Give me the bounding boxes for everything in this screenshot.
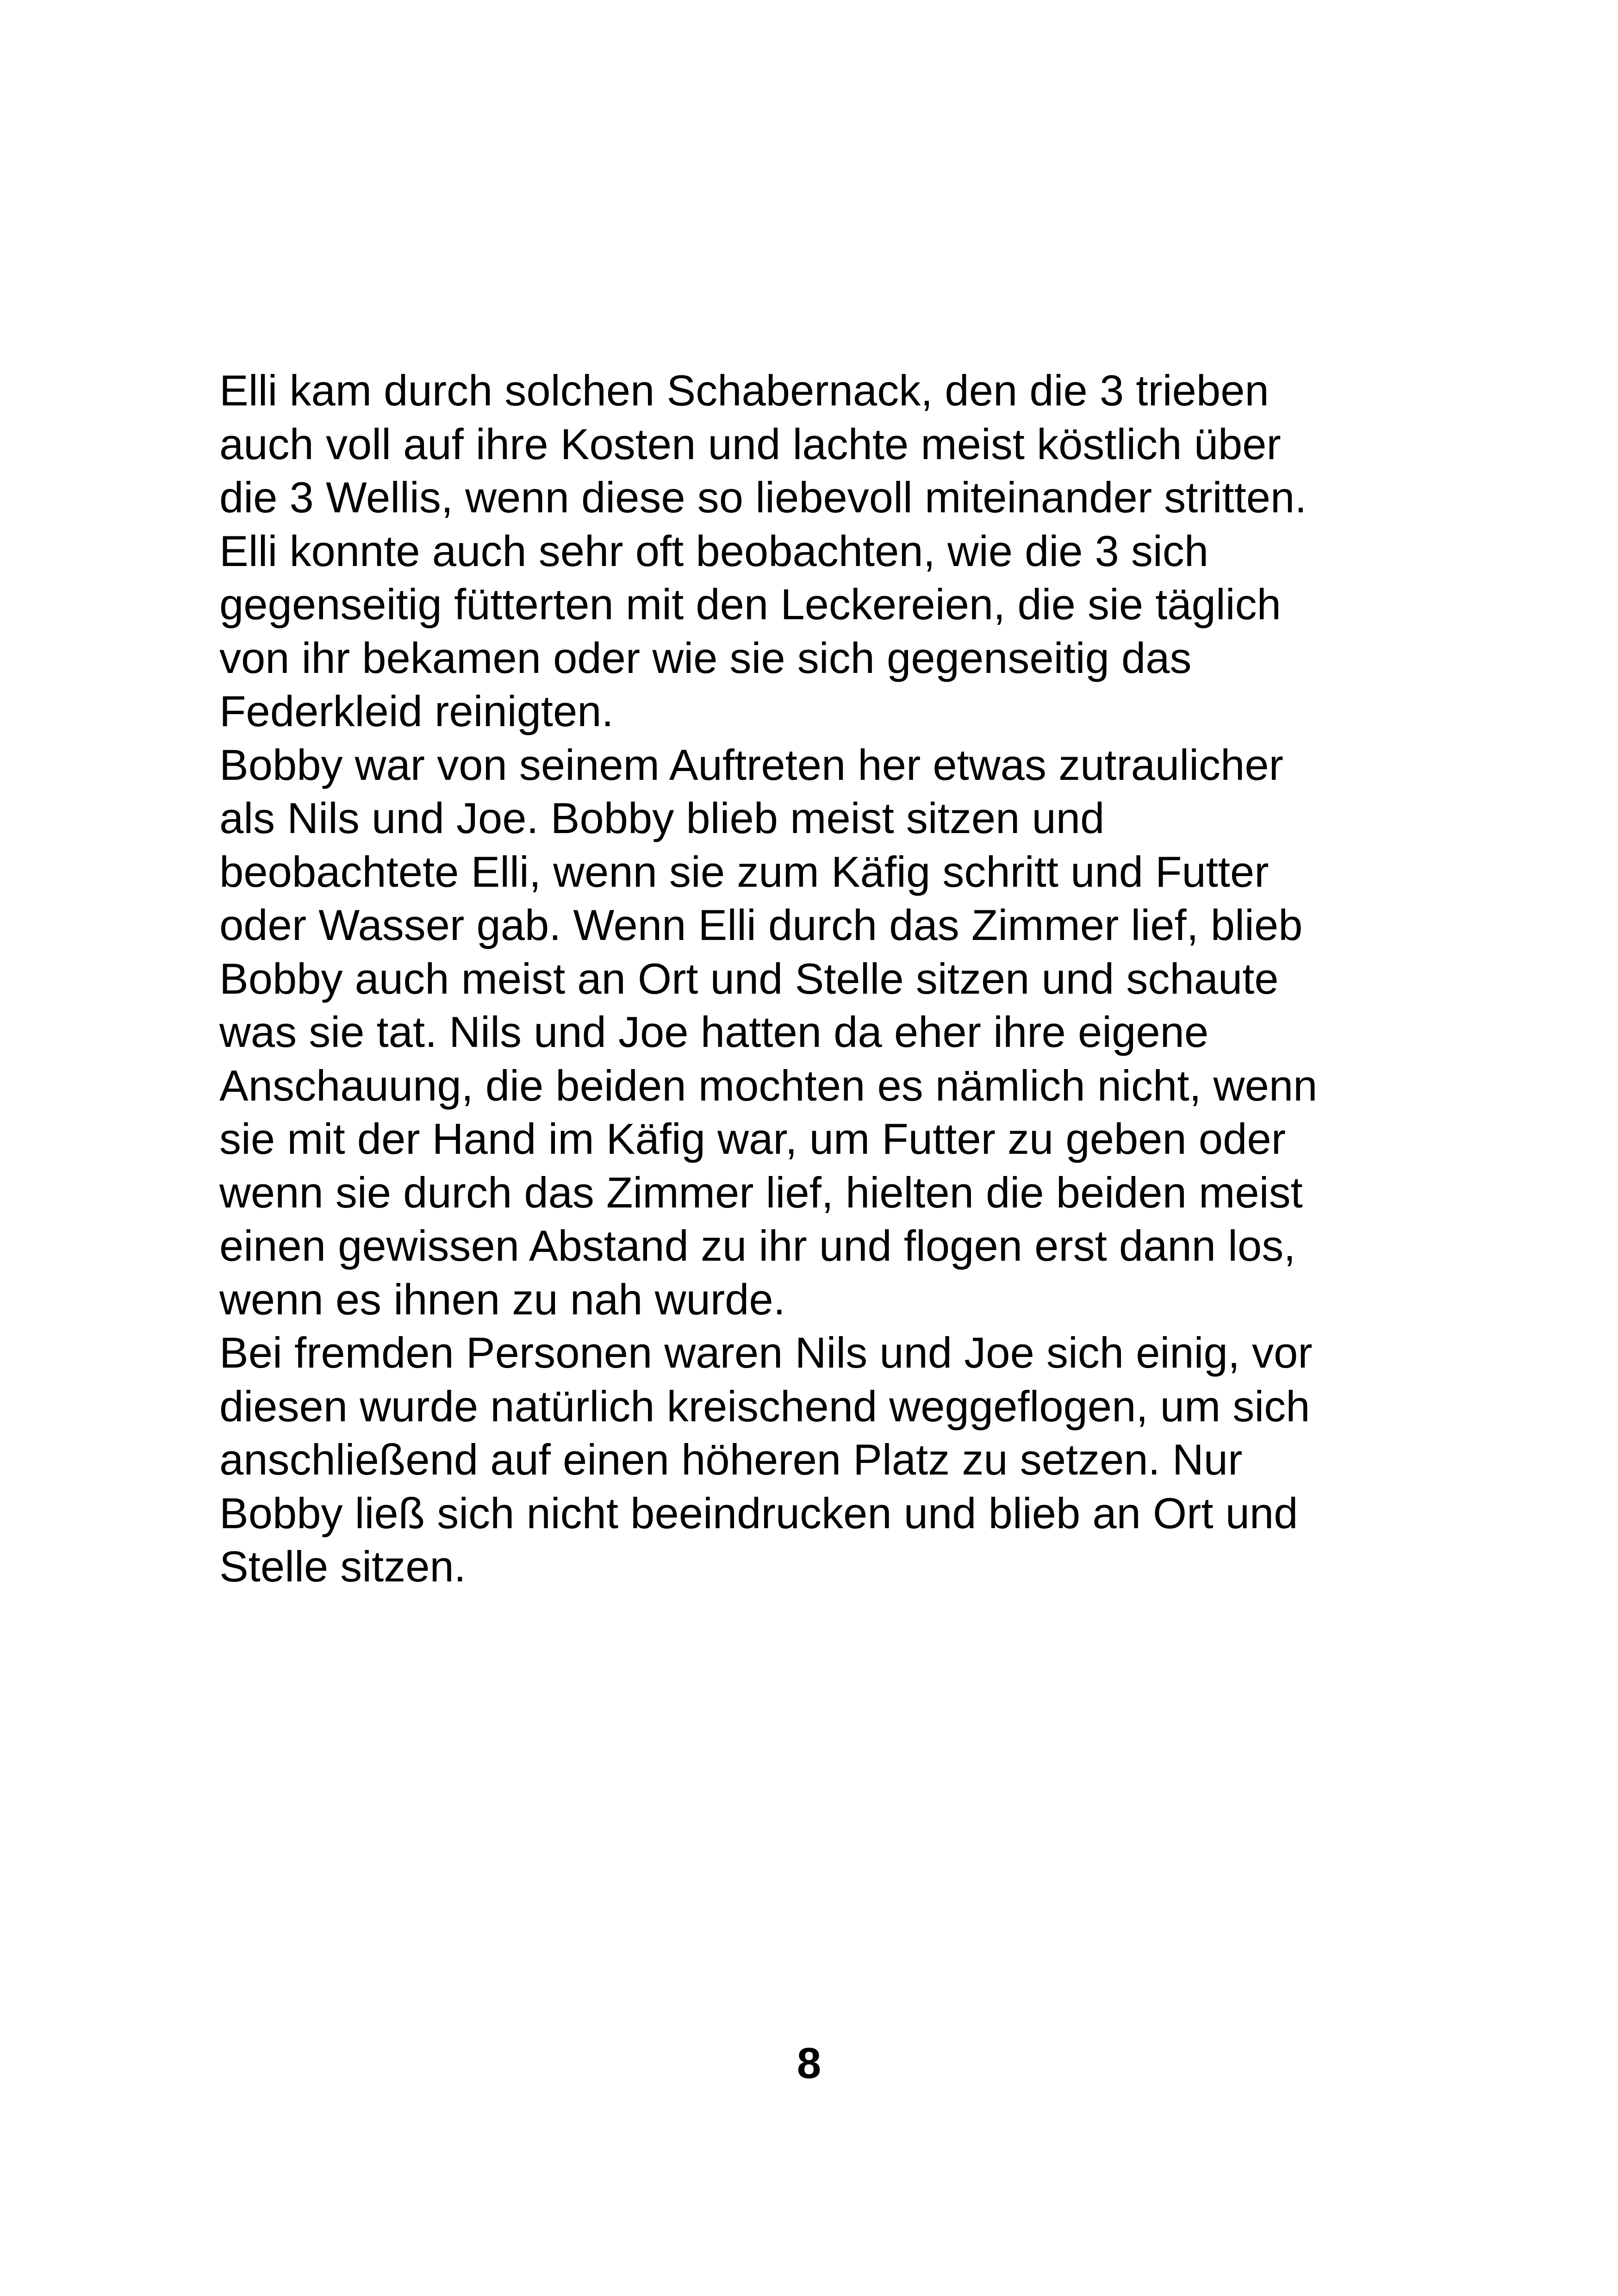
text-line: auch voll auf ihre Kosten und lachte meist köstlich über <box>219 419 1281 468</box>
text-line: Bobby ließ sich nicht beeindrucken und blieb an Ort und <box>219 1488 1298 1537</box>
text-line: einen gewissen Abstand zu ihr und flogen erst dann los, <box>219 1221 1296 1270</box>
text-line: diesen wurde natürlich kreischend weggeflogen, um sich <box>219 1381 1310 1431</box>
text-line: Bobby auch meist an Ort und Stelle sitzen und schaute <box>219 954 1279 1003</box>
text-line: wenn es ihnen zu nah wurde. <box>219 1275 785 1324</box>
text-line: Elli kam durch solchen Schabernack, den die 3 trieben <box>219 366 1269 415</box>
text-line: wenn sie durch das Zimmer lief, hielten die beiden meist <box>219 1168 1303 1217</box>
page-number: 8 <box>797 2039 821 2087</box>
text-line: anschließend auf einen höheren Platz zu setzen. Nur <box>219 1435 1243 1484</box>
text-line: von ihr bekamen oder wie sie sich gegenseitig das <box>219 633 1192 682</box>
text-line: Elli konnte auch sehr oft beobachten, wie die 3 sich <box>219 526 1209 575</box>
text-line: Bei fremden Personen waren Nils und Joe sich einig, vor <box>219 1328 1313 1377</box>
text-line: beobachtete Elli, wenn sie zum Käfig schritt und Futter <box>219 847 1269 896</box>
text-line: als Nils und Joe. Bobby blieb meist sitzen und <box>219 794 1105 842</box>
text-line: Bobby war von seinem Auftreten her etwas zutraulicher <box>219 740 1283 789</box>
text-line: oder Wasser gab. Wenn Elli durch das Zimmer lief, blieb <box>219 901 1303 949</box>
text-line: sie mit der Hand im Käfig war, um Futter zu geben oder <box>219 1114 1286 1163</box>
text-line: Stelle sitzen. <box>219 1542 466 1591</box>
body-text <box>219 364 1423 1593</box>
text-line: die 3 Wellis, wenn diese so liebevoll miteinander stritten. <box>219 473 1307 522</box>
text-line: Federkleid reinigten. <box>219 687 614 735</box>
text-line: was sie tat. Nils und Joe hatten da eher ihre eigene <box>219 1008 1209 1056</box>
text-line: Anschauung, die beiden mochten es nämlich nicht, wenn <box>219 1061 1318 1110</box>
text-line: gegenseitig fütterten mit den Leckereien, die sie täglich <box>219 580 1281 628</box>
